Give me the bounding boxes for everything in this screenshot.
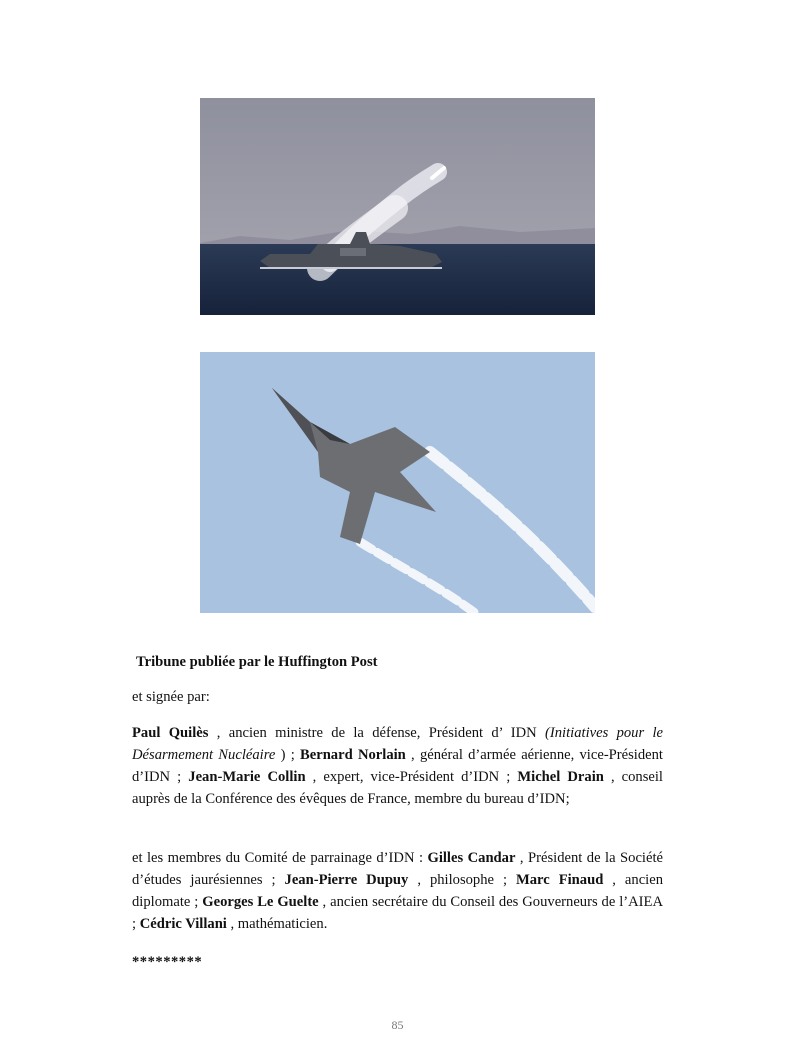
separator-text: ) ;	[275, 747, 300, 763]
ship-missile-photo	[200, 98, 595, 315]
member-name: Georges Le Guelte	[202, 894, 319, 910]
member-name: Cédric Villani	[139, 916, 227, 932]
signatory-name: Bernard Norlain	[300, 747, 406, 763]
signatory-name: Paul Quilès	[132, 725, 209, 741]
signatory-role: , ancien ministre de la défense, Président d’ IDN	[208, 725, 546, 741]
member-role: , ancien diplomate ;	[132, 872, 664, 910]
signatory-name: Jean-Marie Collin	[188, 769, 306, 785]
member-role: , mathématicien.	[226, 916, 328, 932]
page-number: 85	[391, 1018, 404, 1032]
committee-intro: et les membres du Comité de parrainage d’IDN :	[132, 850, 428, 866]
rafale-jet-photo	[200, 352, 595, 613]
member-role: , Président de la Société d’études jaurésiennes ;	[132, 850, 663, 888]
organization-name: (Initiatives pour le Désarmement Nucléaire	[132, 725, 663, 763]
signatories-paragraph	[132, 722, 663, 810]
member-role: , ancien secrétaire du Conseil des Gouverneurs de l’AIEA ;	[132, 894, 663, 932]
article-heading: Tribune publiée par le Huffington Post	[136, 654, 378, 670]
member-name: Marc Finaud	[515, 872, 604, 888]
signatory-name: Michel Drain	[517, 769, 604, 785]
member-name: Gilles Candar	[427, 850, 516, 866]
signatory-role: , conseil auprès de la Conférence des évêques de France, membre du bureau d’IDN;	[132, 769, 663, 807]
member-name: Jean-Pierre Dupuy	[284, 872, 409, 888]
intro-text: et signée par:	[132, 689, 210, 705]
signatory-role: , général d’armée aérienne, vice-Président d’IDN ;	[132, 747, 663, 785]
section-separator: *********	[132, 954, 203, 970]
member-role: , philosophe ;	[408, 872, 516, 888]
signatory-role: , expert, vice-Président d’IDN ;	[305, 769, 518, 785]
committee-paragraph	[132, 847, 663, 935]
